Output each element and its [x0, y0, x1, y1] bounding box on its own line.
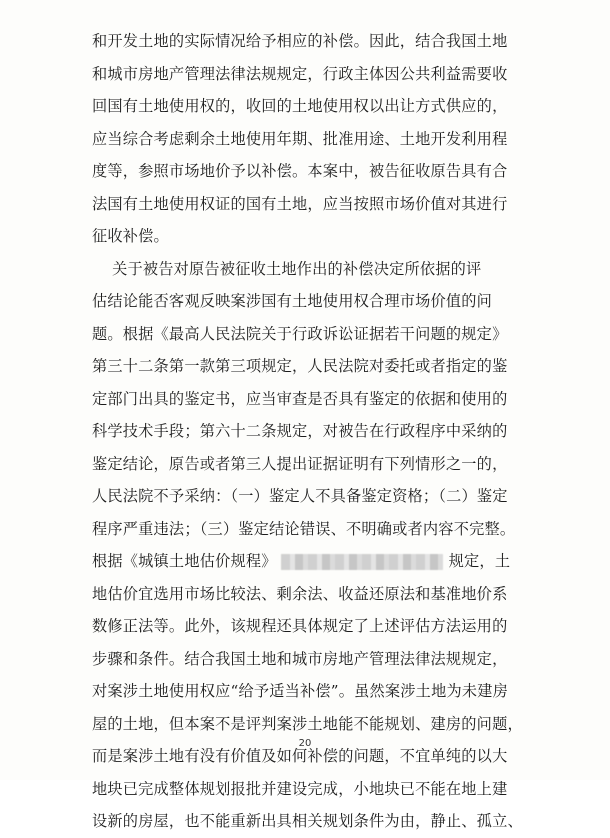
text-line: 屋的土地，但本案不是评判案涉土地能不能规划、建房的问题， [92, 714, 523, 733]
page-number: 20 [298, 738, 312, 749]
text-line: 度等，参照市场地价予以补偿。本案中，被告征收原告具有合 [92, 162, 508, 180]
document-body [92, 25, 532, 838]
text-line: 第三十二条第一款第三项规定，人民法院对委托或者指定的鉴 [92, 357, 508, 375]
text-line: 程序严重违法；（三）鉴定结论错误、不明确或者内容不完整。 [92, 519, 516, 538]
text-line: 地块已完成整体规划报批并建设完成，小地块已不能在地上建 [92, 779, 508, 798]
text-line: 数修正法等。此外，该规程还具体规定了上述评估方法运用的 [92, 617, 508, 635]
text-line: 设新的房屋，也不能重新出具相关规划条件为由，静止、孤立、 [92, 812, 523, 830]
text-line: 鉴定结论，原告或者第三人提出证据证明有下列情形之一的， [92, 454, 508, 473]
text-line: 科学技术手段；第六十二条规定，对被告在行政程序中采纳的 [92, 422, 508, 440]
redacted-line-prefix: 根据《城镇土地估价规程》 [92, 552, 277, 570]
text-line: 对案涉土地使用权应“给予适当补偿”。虽然案涉土地为未建房 [92, 682, 509, 700]
text-line: 估结论能否客观反映案涉国有土地使用权合理市场价值的问 [92, 292, 493, 310]
text-line: 征收补偿。 [92, 227, 169, 245]
text-line: 应当综合考虑剩余土地使用年期、批准用途、土地开发利用程 [92, 129, 508, 148]
text-line: 和城市房地产管理法律法规规定，行政主体因公共利益需要收 [92, 64, 508, 83]
text-line: 人民法院不予采纳：（一）鉴定人不具备鉴定资格；（二）鉴定 [92, 487, 508, 505]
text-line: 题。根据《最高人民法院关于行政诉讼证据若干问题的规定》 [92, 324, 508, 343]
paragraph-start-line: 关于被告对原告被征收土地作出的补偿决定所依据的评 [92, 259, 482, 278]
text-line: 地估价宜选用市场比较法、剩余法、收益还原法和基准地价系 [92, 584, 508, 603]
text-line: 步骤和条件。结合我国土地和城市房地产管理法律法规规定， [92, 649, 508, 668]
text-line: 回国有土地使用权的，收回的土地使用权以出让方式供应的， [92, 97, 508, 115]
redaction-block [281, 554, 443, 570]
text-line: 定部门出具的鉴定书，应当审查是否具有鉴定的依据和使用的 [92, 389, 508, 408]
text-line: 而是案涉土地有没有价值及如何补偿的问题，不宜单纯的以大 [92, 747, 508, 765]
redacted-line-suffix: 规定，土 [448, 552, 511, 570]
text-line: 和开发土地的实际情况给予相应的补偿。因此，结合我国土地 [92, 32, 508, 50]
redacted-line [92, 545, 532, 578]
text-line: 法国有土地使用权证的国有土地，应当按照市场价值对其进行 [92, 194, 508, 213]
